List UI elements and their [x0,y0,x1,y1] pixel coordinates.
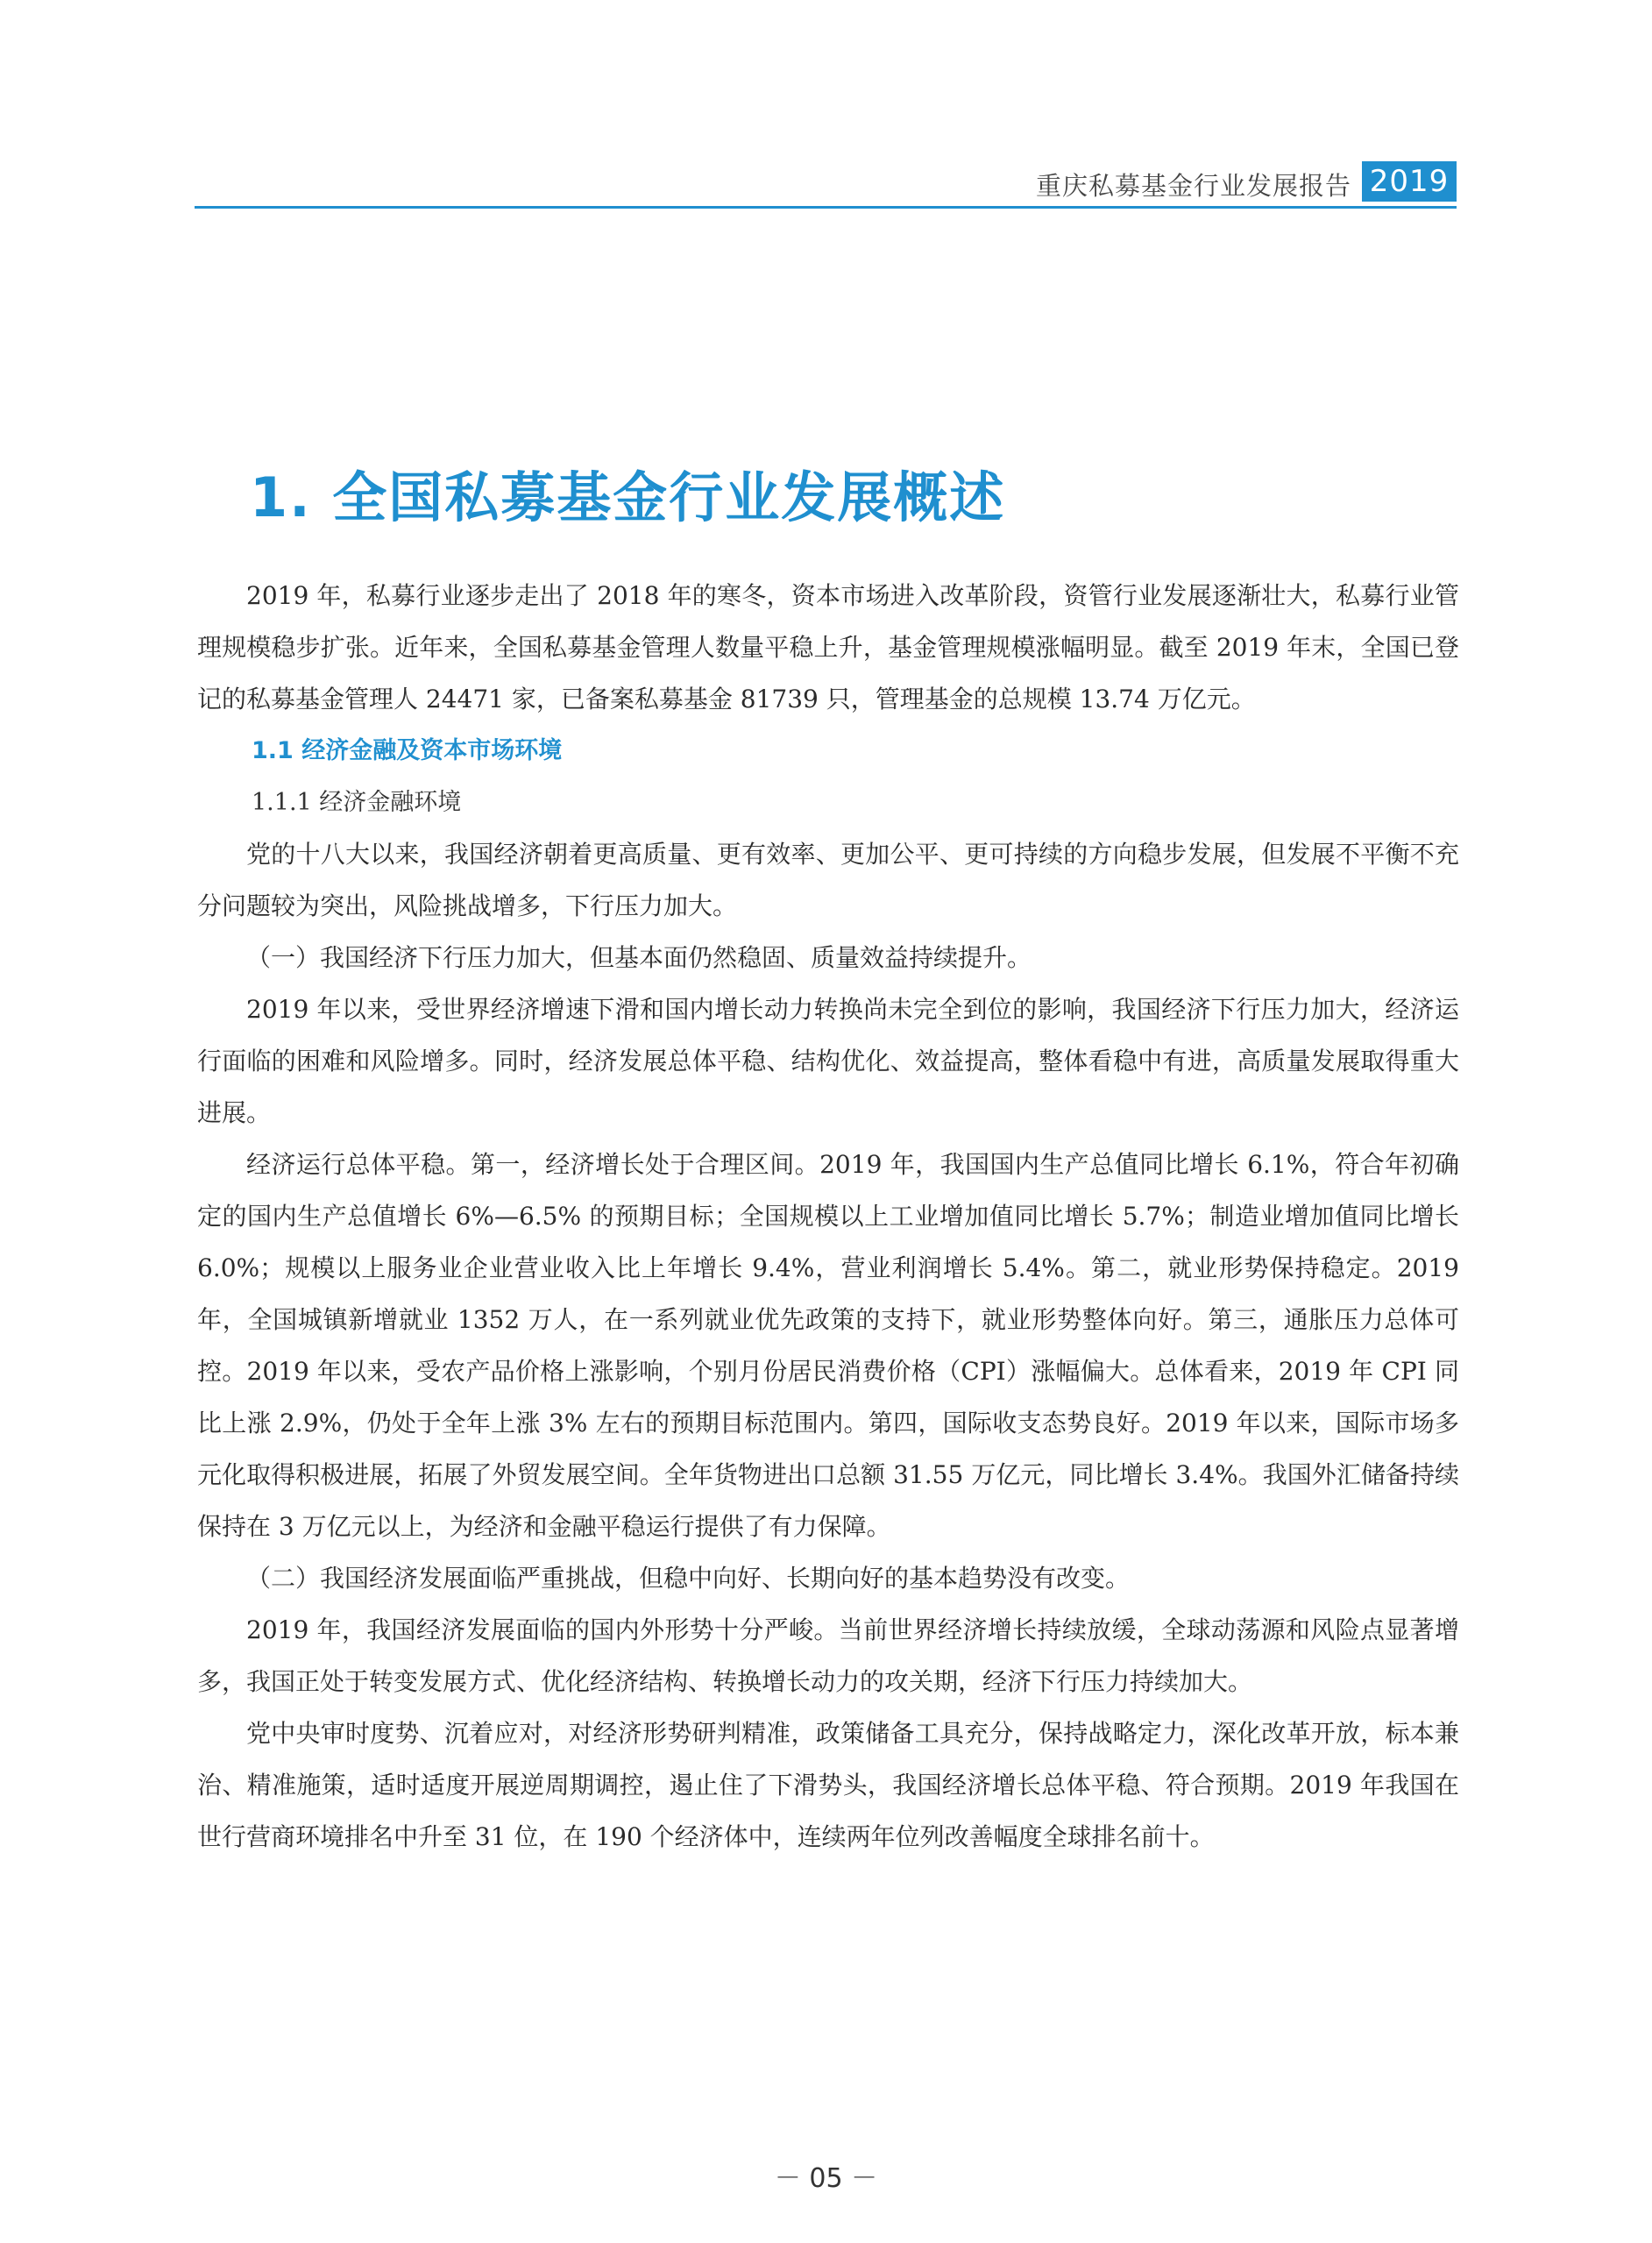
report-year-badge: 2019 [1362,161,1457,202]
paragraph: 党的十八大以来，我国经济朝着更高质量、更有效率、更加公平、更可持续的方向稳步发展，但发展不平衡不充分问题较为突出，风险挑战增多，下行压力加大。 [197,840,1459,920]
body-text [197,570,1459,1863]
running-header [195,161,1457,212]
header-divider [195,206,1457,209]
paragraph: 2019 年以来，受世界经济增速下滑和国内增长动力转换尚未完全到位的影响，我国经济下行压力加大，经济运行面临的困难和风险增多。同时，经济发展总体平稳、结构优化、效益提高，整体看稳中有进，高质量发展取得重大进展。 [197,995,1459,1127]
paragraph: 2019 年，我国经济发展面临的国内外形势十分严峻。当前世界经济增长持续放缓，全球动荡源和风险点显著增多，我国正处于转变发展方式、优化经济结构、转换增长动力的攻关期，经济下行压力持续加大。 [197,1615,1459,1696]
page-number: － 05 － [774,2163,878,2194]
subsection-heading: 1.1.1 经济金融环境 [252,789,462,816]
section-heading: 1.1 经济金融及资本市场环境 [252,737,563,764]
paragraph-heading-1: （一）我国经济下行压力加大，但基本面仍然稳固、质量效益持续提升。 [246,943,1032,972]
report-title: 重庆私募基金行业发展报告 [1035,171,1351,201]
paragraph: 经济运行总体平稳。第一，经济增长处于合理区间。2019 年，我国国内生产总值同比增长 6.1%，符合年初确定的国内生产总值增长 6%—6.5% 的预期目标；全国规模以上工业增加值同比增长 5.7%；制造业增加值同比增长 6.0%；规模以上服务业企业营业收入比上年增长 9.4%，营业利润增长 5.4%。第二，就业形势保持稳定。2019 年，全国城镇新增就业 1352 万人，在一系列就业优先政策的支持下，就业形势整体向好。第三，通胀压力总体可控。2019 年以来，受农产品价格上涨影响，个别月份居民消费价格（CPI）涨幅偏大。总体看来，2019 年 CPI 同比上涨 2.9%，仍处于全年上涨 3% 左右的预期目标范围内。第四，国际收支态势良好。2019 年以来，国际市场多元化取得积极进展，拓展了外贸发展空间。全年货物进出口总额 31.55 万亿元，同比增长 3.4%。我国外汇储备持续保持在 3 万亿元以上，为经济和金融平稳运行提供了有力保障。 [197,1150,1459,1541]
paragraph-heading-2: （二）我国经济发展面临严重挑战，但稳中向好、长期向好的基本趋势没有改变。 [246,1564,1131,1593]
chapter-title: 1. 全国私募基金行业发展概述 [250,465,1006,529]
intro-paragraph: 2019 年，私募行业逐步走出了 2018 年的寒冬，资本市场进入改革阶段，资管行业发展逐渐壮大，私募行业管理规模稳步扩张。近年来，全国私募基金管理人数量平稳上升，基金管理规模涨幅明显。截至 2019 年末，全国已登记的私募基金管理人 24471 家，已备案私募基金 81739 只，管理基金的总规模 13.74 万亿元。 [197,581,1459,713]
paragraph: 党中央审时度势、沉着应对，对经济形势研判精准，政策储备工具充分，保持战略定力，深化改革开放，标本兼治、精准施策，适时适度开展逆周期调控，遏止住了下滑势头，我国经济增长总体平稳、符合预期。2019 年我国在世行营商环境排名中升至 31 位，在 190 个经济体中，连续两年位列改善幅度全球排名前十。 [197,1719,1459,1851]
